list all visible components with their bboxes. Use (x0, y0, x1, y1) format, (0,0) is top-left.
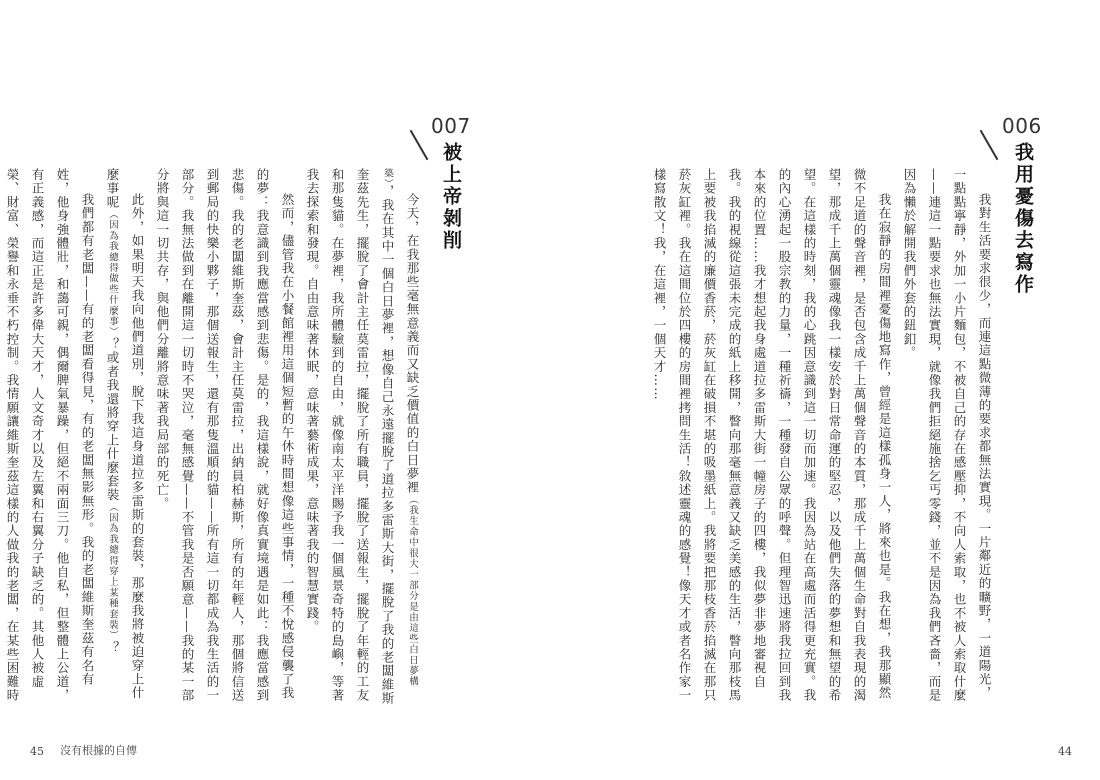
chapter-number: 006 (1002, 114, 1042, 138)
text-run: 此外，如果明天我向他們道別，脫下我這身道拉多雷斯的套裝，那麼我將被迫穿上什麼事呢 (105, 168, 145, 700)
chapter-slash (410, 130, 429, 160)
inline-note: （因為我總得穿上某種套裝） (107, 501, 118, 642)
text-run: ？或者我還將穿上什麼套裝 (105, 337, 120, 502)
inline-note: （因為我總得做些什麼事） (107, 209, 118, 338)
paragraph: 然而，儘管我在小餐館裡用這個短暫的午休時間想像這些事情，一種不悅感侵襲了我的夢：我意識到我應當感到悲傷。是的，我這樣說，就好像真實境遇是如此：我應當感到悲傷。我的老闆維斯奎茲，會計主任莫雷拉，出納員柏赫斯，所有的年輕人，那個將信送到郵局的快樂小夥子，那個送報生，還有那隻溫順的貓——所有這一切都成為我生活的一部分。我無法做到在離開這一切時不哭泣，毫無感覺——不管我是否願意——我的某一部分將與這一切共存，與他們分離將意味著我局部的死亡。 (155, 168, 295, 703)
chapter-slash (980, 130, 999, 160)
text-run: 今天，在我那些毫無意義而又缺乏價值的白日夢裡 (405, 193, 420, 495)
text-run: ？ (105, 641, 120, 655)
paragraph: 我對生活要求很少，而連這點微薄的要求都無法實現。一片鄰近的曠野，一道陽光，一點點寧靜，外加一小片麵包，不被自己的存在感壓抑，不向人索取，也不被人索取什麼——連這一點要求也無法實現，就像我們拒絕施捨乞丐零錢，並不是因為我們吝嗇，而是因為懶於解開我們外套的鈕釦。 (902, 168, 992, 703)
paragraph (100, 168, 150, 708)
right-page (550, 0, 1100, 780)
page-number: 45 (30, 745, 44, 758)
chapter-title: 我用憂傷去寫作 (1012, 142, 1034, 296)
paragraph: 我們都有老闆——有的老闆看得見，有的老闆無影無形。我的老闆維斯奎茲有名有姓，他身強體壯，和藹可親，偶爾脾氣暴躁，但絕不兩面三刀。他自私，但整體上公道，有正義感，而這正是許多偉大天才，人文奇才以及左翼和右翼分子缺乏的。其他人被虛榮、財富、榮譽和永垂不朽控制。我情願讓維斯奎茲這樣的人做我的老闆，在某些困難時 (5, 168, 95, 703)
page-number: 44 (1058, 745, 1072, 758)
text-run: ，我在其中一個白日夢裡，想像自己永遠擺脫了道拉多雷斯大街，擺脫了我的老闆維斯奎茲先生，擺脫了會計主任莫雷拉，擺脫了所有職員，擺脫了送報生，擺脫了年輕的工友和那隻貓。在夢裡，我所體驗到的自由，就像南太平洋賜予我一個風景奇特的島嶼，等著我去探索和發現。自由意味著休眠，意味著藝術成果，意味著我的智慧實踐。 (305, 168, 395, 706)
chapter-title: 被上帝剝削 (440, 142, 462, 252)
right-body-text (652, 168, 997, 708)
running-title: 沒有根據的自傳 (60, 744, 137, 757)
inline-note: （我生命中很大一部分是由這些白日夢構築） (382, 168, 418, 688)
paragraph: 我在寂靜的房間裡憂傷地寫作，曾經是這樣孤身一人，將來也是。我在想，我那顯然微不足道的聲音裡，是否包含成千上萬個聲音的本質，那成千上萬個生命對自我表現的渴望，那成千上萬個靈魂像我一樣安於對日常命運的堅忍，以及他們失落的夢想和無望的希望。在這樣的時刻，我的心跳因意識到這一切而加速。我因為站在高處而活得更充實。我的內心湧起一股宗教的力量，一種祈禱，一種發自公眾的呼聲。但理智迅速將我拉回到我本來的位置……我才想起我身處道拉多雷斯大街一幢房子的四樓，我似夢非夢地審視自我。我的視線從這張未完成的紙上移開，瞥向那毫無意義又缺乏美感的生活，瞥向那枝馬上要被我掐滅的廉價香菸，菸灰缸在破損不堪的吸墨紙上。我將要把那枝香菸掐滅在那只菸灰缸裡。我在這間位於四樓的房間裡拷問生活！敘述靈魂的感覺！像天才或者名作家一樣寫散文！我，在這裡，一個天才…… (652, 168, 892, 703)
paragraph (300, 168, 425, 708)
left-body-text (5, 168, 425, 708)
chapter-number: 007 (431, 114, 471, 138)
